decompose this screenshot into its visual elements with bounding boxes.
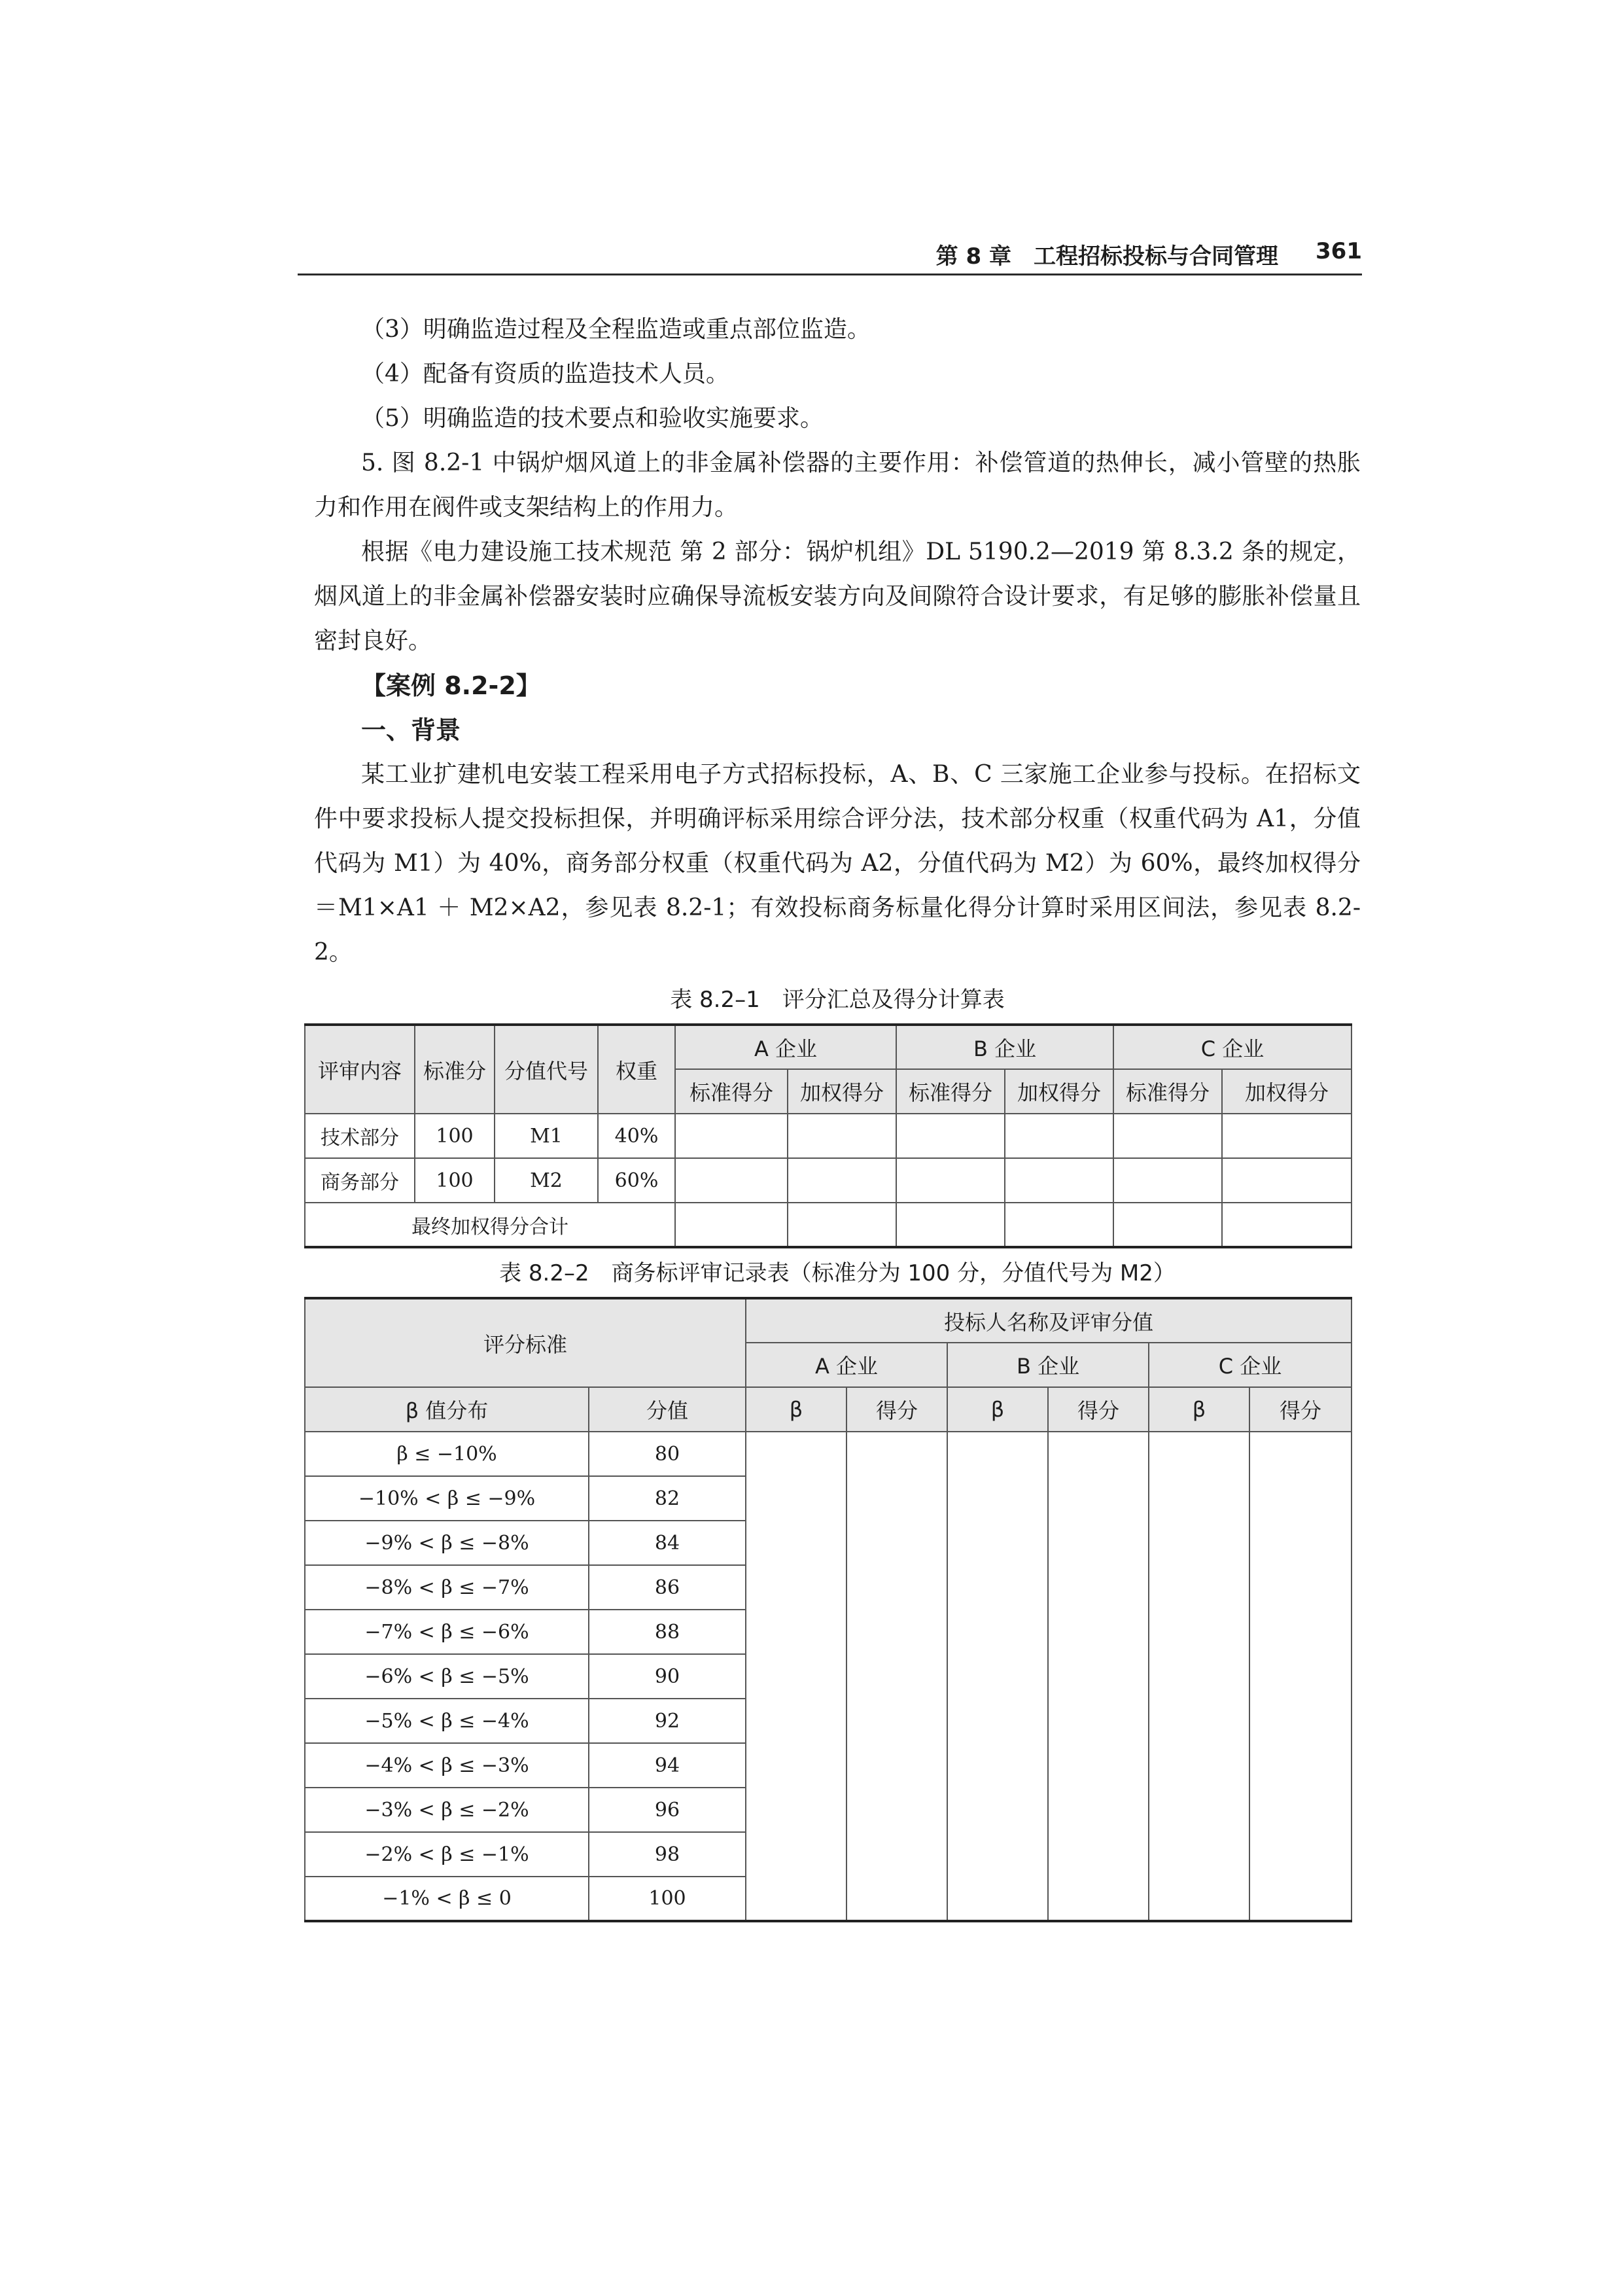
page-number: 361	[1316, 238, 1362, 264]
range-score: 84	[589, 1521, 746, 1565]
empty-cell	[896, 1114, 1005, 1158]
beta-range: −6% < β ≤ −5%	[305, 1654, 589, 1699]
range-score: 96	[589, 1788, 746, 1832]
table1-caption: 表 8.2–1 评分汇总及得分计算表	[670, 987, 1005, 1013]
th-code: 分值代号	[495, 1025, 598, 1114]
th-company-c: C 企业	[1113, 1025, 1352, 1069]
range-score: 92	[589, 1699, 746, 1743]
a-points-cell	[846, 1432, 947, 1921]
th-c-beta: β	[1149, 1387, 1249, 1432]
empty-cell	[675, 1203, 788, 1247]
th-criteria: 评分标准	[305, 1298, 746, 1387]
th-score: 分值	[589, 1387, 746, 1432]
row-code: M2	[495, 1158, 598, 1203]
table-row	[305, 1114, 1352, 1158]
empty-cell	[788, 1158, 896, 1203]
row-weight: 60%	[598, 1158, 675, 1203]
row-standard: 100	[415, 1114, 495, 1158]
range-score: 94	[589, 1743, 746, 1788]
range-score: 82	[589, 1476, 746, 1521]
b-beta-cell	[947, 1432, 1048, 1921]
beta-range: −4% < β ≤ −3%	[305, 1743, 589, 1788]
paragraph-regulation: 根据《电力建设施工技术规范 第 2 部分：锅炉机组》DL 5190.2—2019 第 8.3.2 条的规定，烟风道上的非金属补偿器安装时应确保导流板安装方向及间隙符合设计要求，有足够的膨胀补偿量且密封良好。	[314, 539, 1361, 654]
th-content: 评审内容	[305, 1025, 415, 1114]
table-row-total	[305, 1203, 1352, 1247]
paragraph-item-4: （4）配备有资质的监造技术人员。	[361, 361, 729, 387]
row-weight: 40%	[598, 1114, 675, 1158]
main-content	[314, 308, 1361, 1922]
empty-cell	[896, 1158, 1005, 1203]
empty-cell	[1222, 1114, 1352, 1158]
empty-cell	[675, 1114, 788, 1158]
th-standard: 标准分	[415, 1025, 495, 1114]
th-a-std: 标准得分	[675, 1069, 788, 1114]
range-score: 90	[589, 1654, 746, 1699]
range-score: 80	[589, 1432, 746, 1476]
paragraph-item-3: （3）明确监造过程及全程监造或重点部位监造。	[361, 316, 871, 343]
beta-range: −7% < β ≤ −6%	[305, 1610, 589, 1654]
th-c-weighted: 加权得分	[1222, 1069, 1352, 1114]
empty-cell	[1005, 1158, 1113, 1203]
th-weight: 权重	[598, 1025, 675, 1114]
table-row	[305, 1158, 1352, 1203]
a-beta-cell	[746, 1432, 846, 1921]
empty-cell	[896, 1203, 1005, 1247]
th-company-c: C 企业	[1149, 1343, 1352, 1387]
beta-range: −8% < β ≤ −7%	[305, 1565, 589, 1610]
empty-cell	[1222, 1158, 1352, 1203]
score-summary-table	[304, 1023, 1352, 1248]
th-company-a: A 企业	[675, 1025, 896, 1069]
empty-cell	[1005, 1203, 1113, 1247]
paragraph-answer-5: 5. 图 8.2-1 中锅炉烟风道上的非金属补偿器的主要作用：补偿管道的热伸长，减小管壁的热胀力和作用在阀件或支架结构上的作用力。	[314, 450, 1361, 521]
beta-range: −5% < β ≤ −4%	[305, 1699, 589, 1743]
th-b-points: 得分	[1048, 1387, 1149, 1432]
beta-range: −3% < β ≤ −2%	[305, 1788, 589, 1832]
range-score: 86	[589, 1565, 746, 1610]
row-standard: 100	[415, 1158, 495, 1203]
th-c-points: 得分	[1249, 1387, 1352, 1432]
range-score: 100	[589, 1877, 746, 1921]
c-points-cell	[1249, 1432, 1352, 1921]
beta-range: β ≤ −10%	[305, 1432, 589, 1476]
th-company-b: B 企业	[896, 1025, 1113, 1069]
th-a-weighted: 加权得分	[788, 1069, 896, 1114]
th-company-b: B 企业	[947, 1343, 1149, 1387]
th-a-beta: β	[746, 1387, 846, 1432]
chapter-title: 第 8 章 工程招标投标与合同管理	[935, 243, 1278, 270]
beta-range: −2% < β ≤ −1%	[305, 1832, 589, 1877]
table2-caption: 表 8.2–2 商务标评审记录表（标准分为 100 分，分值代号为 M2）	[499, 1260, 1176, 1286]
empty-cell	[1113, 1203, 1222, 1247]
case-title: 【案例 8.2-2】	[361, 671, 541, 700]
table-row	[305, 1432, 1352, 1476]
row-label: 商务部分	[305, 1158, 415, 1203]
total-label: 最终加权得分合计	[305, 1203, 675, 1247]
beta-range: −1% < β ≤ 0	[305, 1877, 589, 1921]
beta-range: −9% < β ≤ −8%	[305, 1521, 589, 1565]
th-b-weighted: 加权得分	[1005, 1069, 1113, 1114]
range-score: 88	[589, 1610, 746, 1654]
c-beta-cell	[1149, 1432, 1249, 1921]
empty-cell	[788, 1114, 896, 1158]
empty-cell	[1113, 1114, 1222, 1158]
running-head	[298, 234, 1362, 275]
row-code: M1	[495, 1114, 598, 1158]
beta-range: −10% < β ≤ −9%	[305, 1476, 589, 1521]
background-paragraph: 某工业扩建机电安装工程采用电子方式招标投标，A、B、C 三家施工企业参与投标。在招标文件中要求投标人提交投标担保，并明确评标采用综合评分法，技术部分权重（权重代码为 A1，分值代码为 M1）为 40%，商务部分权重（权重代码为 A2，分值代码为 M2）为 60%，最终加权得分＝M1×A1 ＋ M2×A2，参见表 8.2-1；有效投标商务标量化得分计算时采用区间法，参见表 8.2-2。	[314, 761, 1361, 966]
empty-cell	[675, 1158, 788, 1203]
section-title: 一、背景	[361, 716, 461, 745]
th-bidders: 投标人名称及评审分值	[746, 1298, 1352, 1343]
th-a-points: 得分	[846, 1387, 947, 1432]
row-label: 技术部分	[305, 1114, 415, 1158]
th-beta-dist: β 值分布	[305, 1387, 589, 1432]
paragraph-item-5: （5）明确监造的技术要点和验收实施要求。	[361, 405, 824, 432]
empty-cell	[1222, 1203, 1352, 1247]
business-bid-table	[304, 1297, 1352, 1922]
th-c-std: 标准得分	[1113, 1069, 1222, 1114]
th-company-a: A 企业	[746, 1343, 947, 1387]
empty-cell	[788, 1203, 896, 1247]
empty-cell	[1113, 1158, 1222, 1203]
th-b-std: 标准得分	[896, 1069, 1005, 1114]
th-b-beta: β	[947, 1387, 1048, 1432]
empty-cell	[1005, 1114, 1113, 1158]
range-score: 98	[589, 1832, 746, 1877]
b-points-cell	[1048, 1432, 1149, 1921]
